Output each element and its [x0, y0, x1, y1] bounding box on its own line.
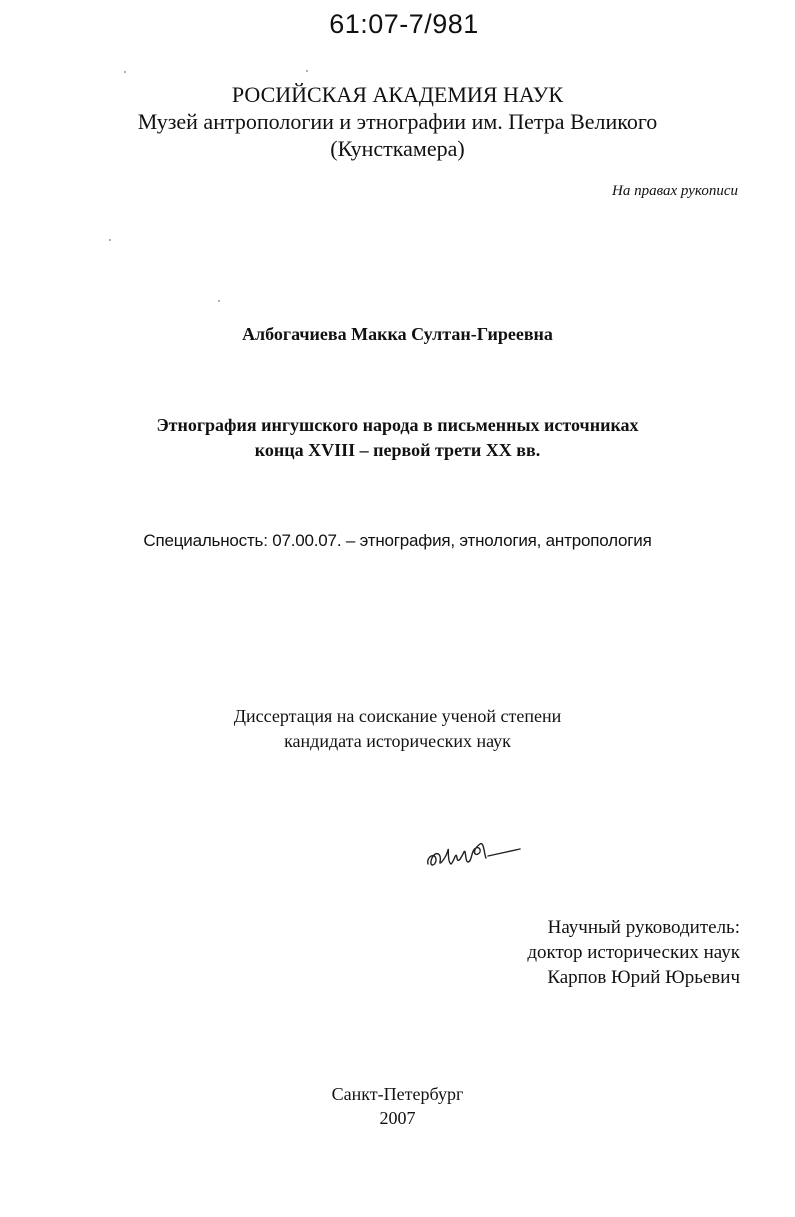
academy-name: РОСИЙСКАЯ АКАДЕМИЯ НАУК: [231, 82, 564, 107]
thesis-title-line2: конца XVIII – первой трети XX вв.: [254, 440, 541, 460]
thesis-title-line1: Этнография ингушского народа в письменных источниках: [156, 415, 639, 435]
supervisor-degree: доктор исторических наук: [527, 942, 740, 963]
city: Санкт-Петербург: [331, 1084, 464, 1104]
scan-speck: [109, 239, 111, 241]
scan-speck: [124, 71, 126, 73]
specialty: Специальность: 07.00.07. – этнография, этнология, антропология: [143, 531, 652, 550]
scan-speck: [306, 70, 308, 72]
catalog-number: 61:07-7/981: [329, 9, 479, 39]
author-name: Албогачиева Макка Султан-Гиреевна: [242, 324, 553, 344]
museum-alt-name: (Кунсткамера): [330, 136, 465, 161]
dissertation-line2: кандидата исторических наук: [284, 731, 511, 751]
dissertation-line1: Диссертация на соискание ученой степени: [233, 706, 562, 726]
rights-note: На правах рукописи: [612, 183, 738, 199]
scan-speck: [218, 300, 220, 302]
year: 2007: [379, 1108, 416, 1128]
handwritten-signature: [424, 828, 524, 878]
museum-name: Музей антропологии и этнографии им. Петра Великого: [137, 109, 658, 134]
supervisor-label: Научный руководитель:: [547, 917, 740, 938]
supervisor-name: Карпов Юрий Юрьевич: [547, 967, 740, 988]
